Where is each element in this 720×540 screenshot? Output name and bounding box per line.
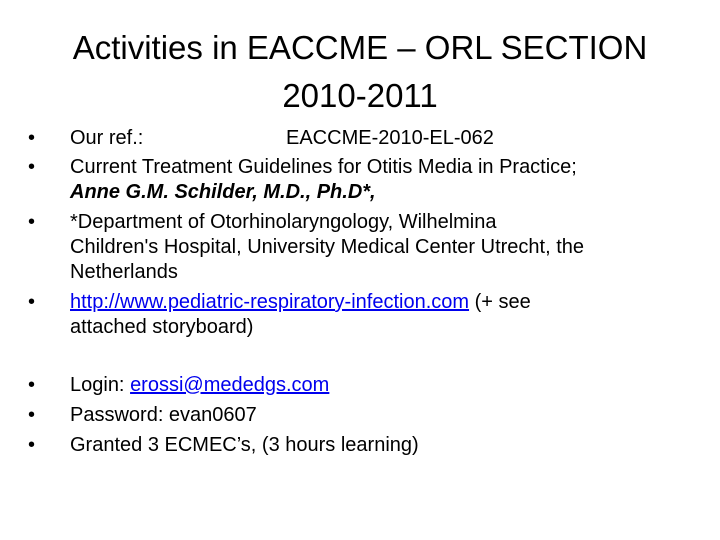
- login-text: [70, 373, 710, 398]
- granted-text: Granted 3 ECMEC’s, (3 hours learning): [70, 434, 419, 456]
- title-line-2: 2010-2011: [282, 77, 438, 114]
- website-line-1: [70, 290, 710, 315]
- website-line-2: attached storyboard): [70, 316, 254, 338]
- ref-label: Our ref.:: [70, 127, 144, 149]
- login-email-link[interactable]: erossi@mededgs.com: [130, 374, 330, 396]
- department-text: [70, 210, 710, 285]
- guideline-text: [70, 155, 710, 205]
- slide-title: [40, 24, 680, 120]
- bullet-dot: •: [28, 291, 36, 313]
- department-line-1: *Department of Otorhinolaryngology, Wilhelmina: [70, 211, 497, 233]
- ref-line: [70, 126, 710, 151]
- guideline-title: Current Treatment Guidelines for Otitis Media in Practice;: [70, 156, 577, 178]
- bullet-dot: •: [28, 404, 36, 426]
- bullet-dot: •: [28, 127, 36, 149]
- login-label: Login:: [70, 374, 131, 396]
- author-name: Anne G.M. Schilder, M.D., Ph.D*,: [70, 181, 376, 203]
- department-line-3: Netherlands: [70, 261, 178, 283]
- bullet-dot: •: [28, 374, 36, 396]
- title-line-1: Activities in EACCME – ORL SECTION: [72, 29, 648, 66]
- department-line-2: Children's Hospital, University Medical Center Utrecht, the: [70, 236, 585, 258]
- bullet-dot: •: [28, 156, 36, 178]
- website-link[interactable]: http://www.pediatric-respiratory-infection.com: [70, 291, 470, 313]
- password-text: Password: evan0607: [70, 404, 257, 426]
- bullet-dot: •: [28, 434, 36, 456]
- website-suffix: (+ see: [469, 291, 531, 313]
- website-text: [70, 290, 710, 340]
- bullet-dot: •: [28, 211, 36, 233]
- ref-code: EACCME-2010-EL-062: [286, 127, 494, 149]
